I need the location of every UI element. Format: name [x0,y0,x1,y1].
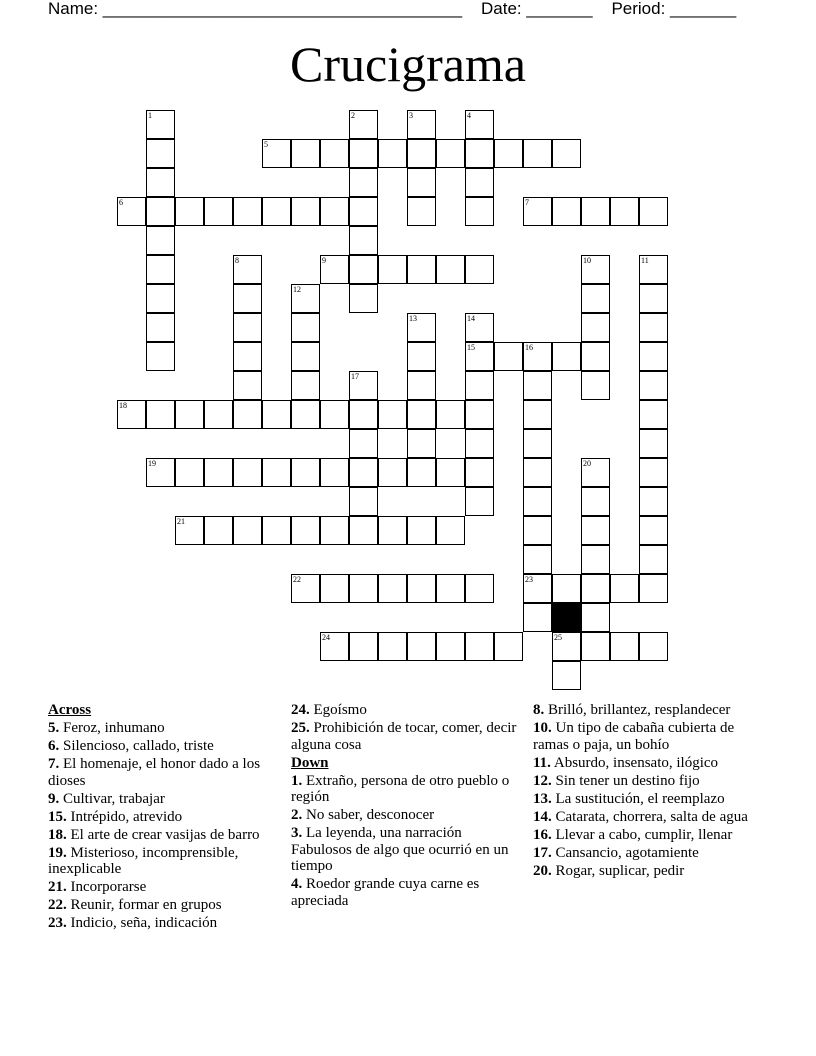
clue-number: 18 [119,401,127,410]
grid-cell[interactable] [146,342,175,371]
grid-cell[interactable] [494,342,523,371]
grid-cell[interactable] [349,632,378,661]
grid-cell[interactable] [610,574,639,603]
grid-cell[interactable] [407,139,436,168]
grid-cell[interactable] [465,313,494,342]
grid-cell[interactable] [552,632,581,661]
name-field-label[interactable]: Name: ______________________________________ [48,0,463,18]
grid-cell[interactable] [407,632,436,661]
grid-cell[interactable] [494,632,523,661]
grid-cell[interactable] [581,197,610,226]
grid-cell[interactable] [465,429,494,458]
clue-number: 12 [293,285,301,294]
grid-cell[interactable] [349,255,378,284]
page-title: Crucigrama [289,36,526,92]
clue-down: 13. La sustitución, el reemplazo [533,790,725,807]
grid-cell[interactable] [175,400,204,429]
grid-cell[interactable] [378,139,407,168]
grid-cell[interactable] [117,197,146,226]
grid-cell[interactable] [349,110,378,139]
grid-cell[interactable] [523,487,552,516]
grid-cell[interactable] [407,168,436,197]
grid-cell[interactable] [465,371,494,400]
grid-cell[interactable] [291,371,320,400]
grid-cell[interactable] [407,574,436,603]
grid-cell[interactable] [523,197,552,226]
grid-cell[interactable] [233,516,262,545]
grid-cell[interactable] [552,574,581,603]
grid-cell[interactable] [523,429,552,458]
grid-cell[interactable] [581,545,610,574]
grid-cell[interactable] [262,197,291,226]
grid-cell[interactable] [639,313,668,342]
clue-down: 3. La leyenda, una narración Fabulosos de algo que ocurrió en un tiempo [291,825,509,874]
grid-cell[interactable] [523,516,552,545]
grid-cell[interactable] [349,574,378,603]
grid-cell[interactable] [378,632,407,661]
grid-cell[interactable] [349,487,378,516]
grid-cell[interactable] [204,458,233,487]
grid-cell[interactable] [494,139,523,168]
grid-cell[interactable] [639,400,668,429]
clue-number: 15 [467,343,475,352]
grid-cell[interactable] [465,574,494,603]
grid-cell[interactable] [349,226,378,255]
grid-cell[interactable] [465,197,494,226]
clue-number: 16 [525,343,533,352]
grid-cell[interactable] [146,139,175,168]
grid-cell[interactable] [320,458,349,487]
grid-cell[interactable] [378,255,407,284]
grid-cell[interactable] [233,458,262,487]
grid-cell[interactable] [146,197,175,226]
grid-cell[interactable] [523,545,552,574]
grid-cell[interactable] [639,574,668,603]
clue-number: 1 [148,111,152,120]
clue-column-2 [291,702,523,911]
grid-cell[interactable] [465,458,494,487]
grid-cell[interactable] [291,516,320,545]
clue-across: 25. Prohibición de tocar, comer, decir alguna cosa [291,720,517,753]
grid-cell[interactable] [581,603,610,632]
clue-number: 11 [641,256,649,265]
grid-cell[interactable] [523,574,552,603]
grid-cell[interactable] [581,516,610,545]
grid-cell[interactable] [436,458,465,487]
grid-cell[interactable] [262,139,291,168]
grid-cell[interactable] [233,255,262,284]
grid-cell[interactable] [233,400,262,429]
grid-cell[interactable] [639,545,668,574]
grid-cell[interactable] [349,139,378,168]
grid-cell[interactable] [204,400,233,429]
grid-cell[interactable] [407,110,436,139]
clue-number: 19 [148,459,156,468]
grid-cell[interactable] [436,400,465,429]
clue-number: 8 [235,256,239,265]
grid-cell[interactable] [581,313,610,342]
grid-cell[interactable] [523,371,552,400]
grid-cell[interactable] [146,110,175,139]
grid-cell[interactable] [262,400,291,429]
clue-across: 6. Silencioso, callado, triste [48,738,214,754]
grid-cell[interactable] [291,342,320,371]
grid-cell[interactable] [117,400,146,429]
grid-cell[interactable] [639,487,668,516]
clue-number: 10 [583,256,591,265]
grid-cell[interactable] [639,255,668,284]
clue-number: 21 [177,517,185,526]
grid-cell[interactable] [552,139,581,168]
grid-cell[interactable] [291,139,320,168]
grid-cell[interactable] [146,458,175,487]
grid-cell[interactable] [465,110,494,139]
grid-cell[interactable] [465,487,494,516]
clue-number: 17 [351,372,359,381]
grid-cell[interactable] [349,429,378,458]
clue-column-1 [48,702,278,933]
clue-number: 4 [467,111,471,120]
grid-cell[interactable] [581,574,610,603]
grid-cell[interactable] [291,574,320,603]
clue-down: 2. No saber, desconocer [291,807,435,823]
grid-cell[interactable] [349,400,378,429]
grid-cell[interactable] [233,342,262,371]
grid-cell[interactable] [523,458,552,487]
grid-cell[interactable] [465,255,494,284]
grid-cell[interactable] [378,458,407,487]
clue-down: 12. Sin tener un destino fijo [533,772,700,789]
grid-cell[interactable] [320,139,349,168]
grid-cell[interactable] [146,400,175,429]
grid-cell[interactable] [175,197,204,226]
grid-cell[interactable] [407,197,436,226]
grid-cell[interactable] [639,458,668,487]
clue-down: 8. Brilló, brillantez, resplandecer [533,702,731,718]
grid-cell[interactable] [407,429,436,458]
grid-cell[interactable] [378,516,407,545]
grid-cell[interactable] [146,168,175,197]
clue-number: 23 [525,575,533,584]
grid-cell[interactable] [581,632,610,661]
grid-cell[interactable] [639,632,668,661]
grid-cell[interactable] [291,458,320,487]
grid-cell[interactable] [349,516,378,545]
grid-cell[interactable] [262,516,291,545]
grid-cell[interactable] [233,284,262,313]
grid-cell[interactable] [581,284,610,313]
clue-number: 3 [409,111,413,120]
grid-cell[interactable] [639,284,668,313]
grid-cell[interactable] [581,458,610,487]
clue-number: 5 [264,140,268,149]
grid-cell[interactable] [552,342,581,371]
grid-cell[interactable] [465,632,494,661]
across-heading: Across [48,702,92,718]
grid-cell[interactable] [581,342,610,371]
grid-cell[interactable] [320,400,349,429]
clue-across: 7. El homenaje, el honor dado a los dioses [48,756,261,789]
grid-cell[interactable] [436,139,465,168]
grid-cell[interactable] [204,197,233,226]
clue-number: 9 [322,256,326,265]
grid-cell[interactable] [320,632,349,661]
grid-cell[interactable] [639,197,668,226]
grid-cell[interactable] [175,458,204,487]
clue-number: 6 [119,198,123,207]
grid-cell[interactable] [407,458,436,487]
grid-cell[interactable] [407,342,436,371]
clue-number: 24 [322,633,330,642]
clue-across: 5. Feroz, inhumano [48,720,165,736]
grid-cell[interactable] [552,661,581,690]
grid-cell[interactable] [291,197,320,226]
grid-cell[interactable] [204,516,233,545]
clue-number: 13 [409,314,417,323]
period-field-label[interactable]: Period: _______ [611,0,737,18]
clue-down: 4. Roedor grande cuya carne es apreciada [291,876,480,909]
grid-cell[interactable] [465,342,494,371]
clue-across: 9. Cultivar, trabajar [48,790,165,807]
grid-cell[interactable] [349,458,378,487]
grid-cell[interactable] [291,284,320,313]
clue-down: 14. Catarata, chorrera, salta de agua [533,808,748,825]
grid-cell[interactable] [436,632,465,661]
clue-across: 24. Egoísmo [291,702,367,718]
grid-cell[interactable] [320,255,349,284]
grid-cell[interactable] [407,400,436,429]
grid-cell[interactable] [407,313,436,342]
grid-cell[interactable] [320,574,349,603]
clue-across: 18. El arte de crear vasijas de barro [48,826,260,843]
grid-cell[interactable] [465,139,494,168]
grid-cell[interactable] [610,197,639,226]
clue-number: 20 [583,459,591,468]
grid-cell[interactable] [349,284,378,313]
grid-cell[interactable] [610,632,639,661]
grid-cell[interactable] [146,284,175,313]
grid-cell[interactable] [378,400,407,429]
clue-number: 22 [293,575,301,584]
down-heading: Down [291,754,329,771]
grid-cell[interactable] [291,313,320,342]
grid-cell[interactable] [465,400,494,429]
grid-cell[interactable] [639,342,668,371]
grid-cell[interactable] [523,400,552,429]
clue-column-3 [533,702,765,881]
black-cell [552,603,581,632]
grid-cell[interactable] [465,168,494,197]
grid-cell[interactable] [436,516,465,545]
grid-cell[interactable] [378,574,407,603]
grid-cell[interactable] [349,371,378,400]
grid-cell[interactable] [639,516,668,545]
grid-cell[interactable] [436,255,465,284]
clue-number: 7 [525,198,529,207]
grid-cell[interactable] [581,487,610,516]
grid-cell[interactable] [523,603,552,632]
clue-down: 17. Cansancio, agotamiente [533,844,699,861]
clue-down: 1. Extraño, persona de otro pueblo o región [291,772,510,805]
clue-number: 14 [467,314,475,323]
clue-across: 19. Misterioso, incomprensible, inexplicable [48,844,239,877]
date-field-label[interactable]: Date: _______ [480,0,593,18]
clue-across: 23. Indicio, seña, indicación [48,915,218,931]
grid-cell[interactable] [175,516,204,545]
grid-cell[interactable] [146,226,175,255]
grid-cell[interactable] [233,313,262,342]
grid-cell[interactable] [436,574,465,603]
clue-down: 10. Un tipo de cabaña cubierta de ramas o paja, un bohío [533,720,735,753]
grid-cell[interactable] [552,197,581,226]
grid-cell[interactable] [581,371,610,400]
grid-cell[interactable] [262,458,291,487]
grid-cell[interactable] [407,516,436,545]
grid-cell[interactable] [523,139,552,168]
clue-across: 21. Incorporarse [48,879,147,895]
grid-cell[interactable] [349,197,378,226]
grid-cell[interactable] [523,342,552,371]
clue-across: 15. Intrépido, atrevido [48,808,183,825]
clue-number: 2 [351,111,355,120]
clue-across: 22. Reunir, formar en grupos [48,897,222,913]
grid-cell[interactable] [320,197,349,226]
grid-cell[interactable] [146,313,175,342]
clue-down: 11. Absurdo, insensato, ilógico [533,754,719,771]
grid-cell[interactable] [639,371,668,400]
grid-cell[interactable] [349,168,378,197]
grid-cell[interactable] [581,255,610,284]
grid-cell[interactable] [146,255,175,284]
grid-cell[interactable] [320,516,349,545]
grid-cell[interactable] [407,255,436,284]
clue-number: 25 [554,633,562,642]
clue-down: 16. Llevar a cabo, cumplir, llenar [533,826,733,843]
grid-cell[interactable] [233,371,262,400]
grid-cell[interactable] [291,400,320,429]
clue-down: 20. Rogar, suplicar, pedir [533,862,685,879]
grid-cell[interactable] [639,429,668,458]
grid-cell[interactable] [233,197,262,226]
grid-cell[interactable] [407,371,436,400]
